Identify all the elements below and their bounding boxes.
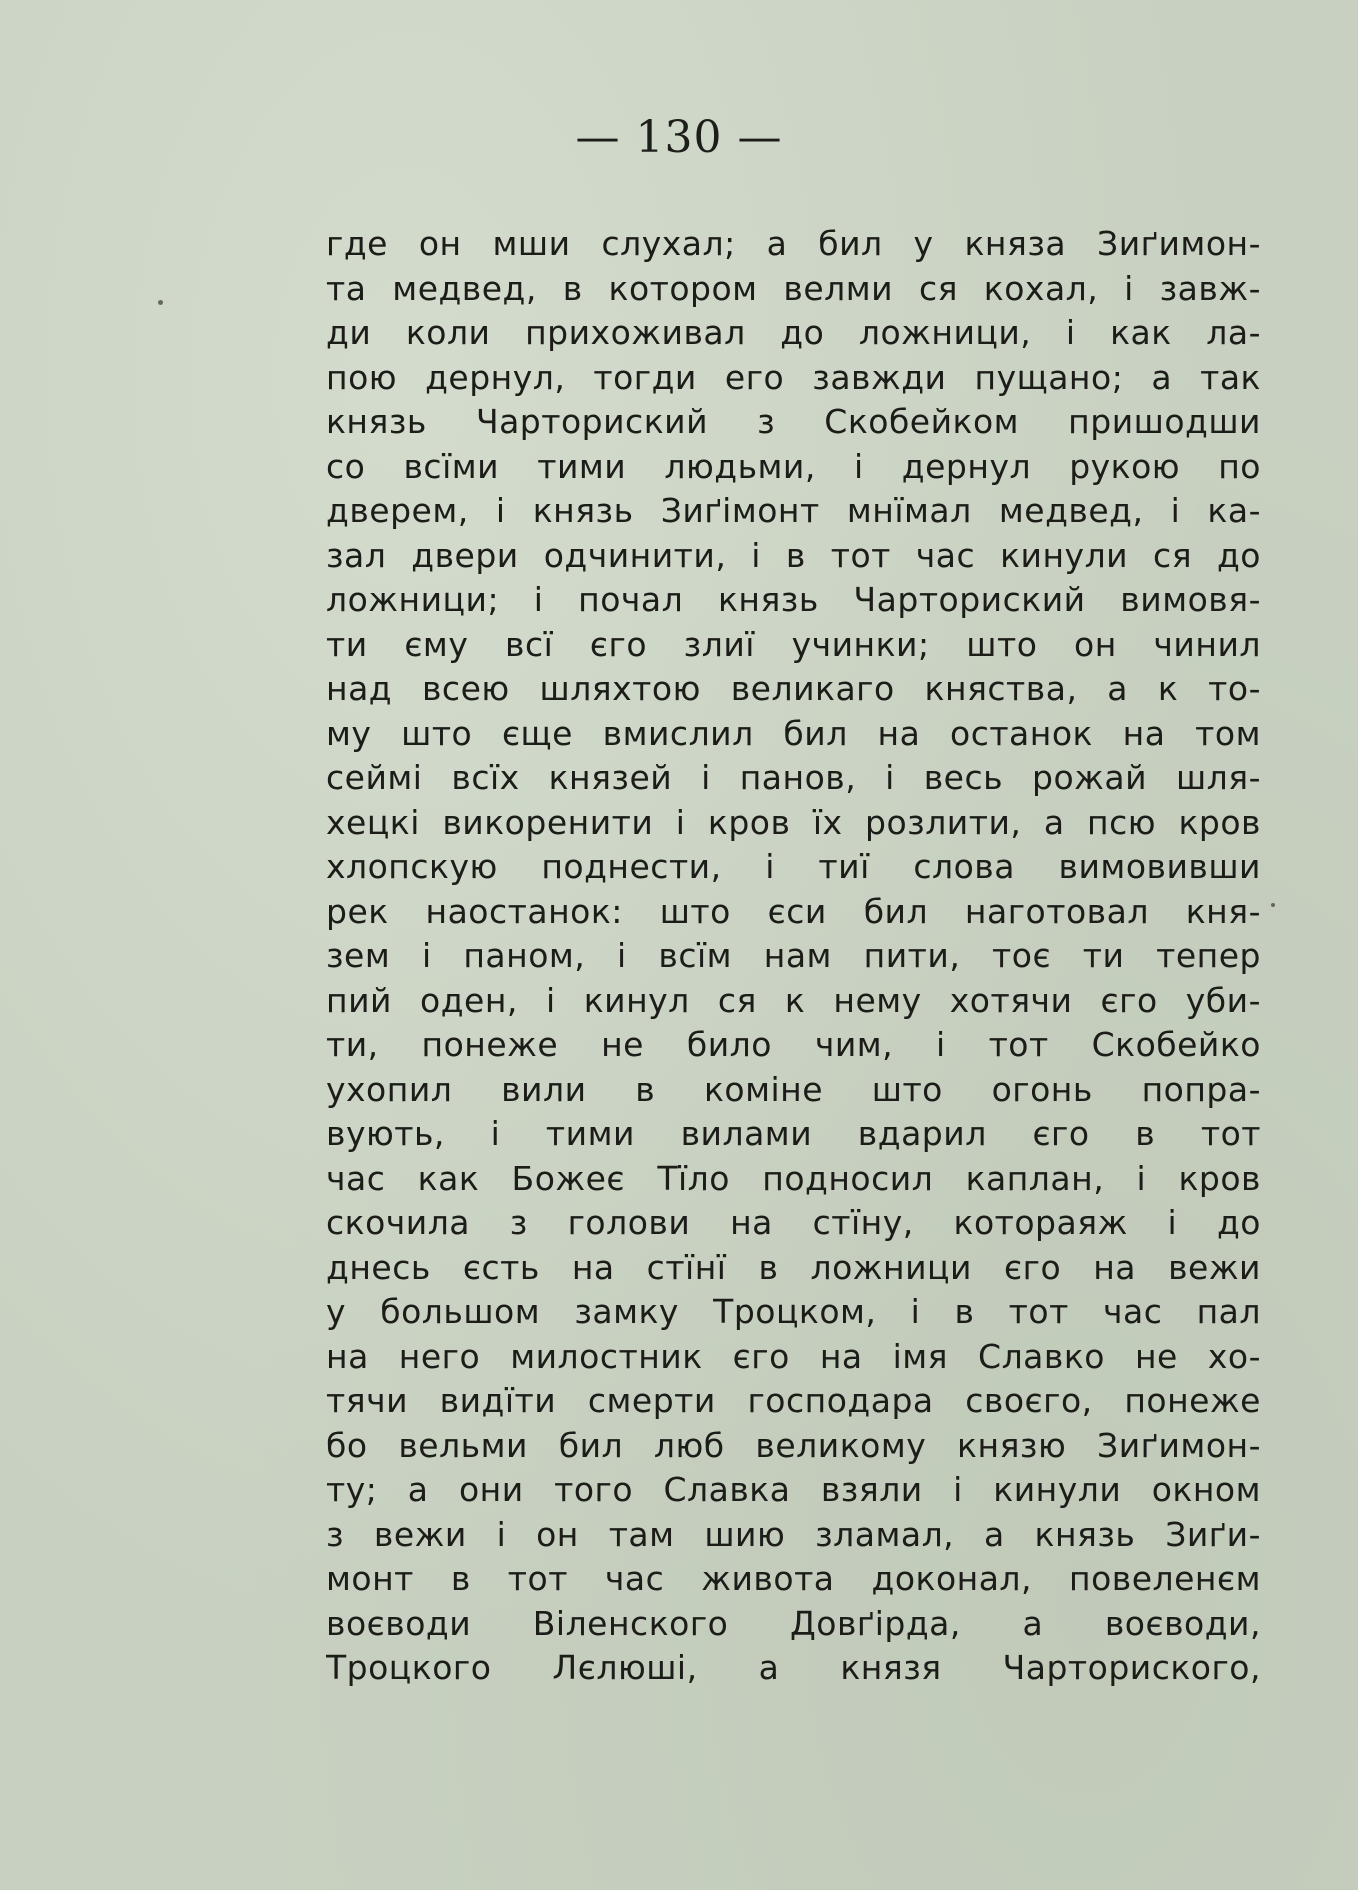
text-line: где он мши слухал; а бил у княза Зиґимон- — [326, 224, 1261, 263]
paper-speck — [1271, 903, 1275, 907]
page-number: — 130 — — [575, 112, 783, 163]
text-line: тячи видїти смерти господара своєго, понеже — [326, 1381, 1261, 1420]
body-text — [326, 222, 1261, 1691]
text-line: днесь єсть на стїнї в ложници єго на вежи — [326, 1247, 1261, 1287]
text-line: зал двери одчинити, і в тот час кинули ся до — [326, 535, 1261, 575]
text-line: скочила з голови на стїну, котораяж і до — [326, 1203, 1261, 1242]
text-line: Троцкого Лєлюші, а князя Чарториского, — [326, 1648, 1261, 1687]
text-line: з вежи і он там шию зламал, а князь Зиґи- — [326, 1514, 1261, 1554]
text-line: час как Божеє Тїло подносил каплан, і кров — [326, 1158, 1261, 1198]
text-line: со всїми тими людьми, і дернул рукою по — [326, 446, 1261, 486]
text-line: ложници; і почал князь Чарториский вимовя- — [326, 580, 1261, 619]
text-line: сеймі всїх князей і панов, і весь рожай шля- — [326, 758, 1261, 797]
text-line: на него милостник єго на імя Славко не хо- — [326, 1336, 1261, 1376]
text-line: та медвед, в котором велми ся кохал, і завж- — [326, 268, 1261, 308]
text-line: зем і паном, і всїм нам пити, тоє ти тепер — [326, 936, 1261, 975]
text-line: над всею шляхтою великаго княства, а к то- — [326, 669, 1261, 708]
text-line: му што єще вмислил бил на останок на том — [326, 713, 1261, 753]
paper-speck — [158, 300, 163, 305]
text-line: ти єму всї єго злиї учинки; што он чинил — [326, 624, 1261, 664]
text-line: ту; а они того Славка взяли і кинули окном — [326, 1470, 1261, 1509]
text-line: князь Чарториский з Скобейком пришодши — [326, 402, 1261, 441]
text-line: пою дернул, тогди его завжди пущано; а так — [326, 357, 1261, 397]
text-line: у большом замку Троцком, і в тот час пал — [326, 1292, 1261, 1331]
text-line: пий оден, і кинул ся к нему хотячи єго уби- — [326, 980, 1261, 1020]
text-line: ухопил вили в коміне што огонь попра- — [326, 1069, 1261, 1109]
text-line: ти, понеже не било чим, і тот Скобейко — [326, 1025, 1261, 1064]
text-line: монт в тот час живота доконал, повеленєм — [326, 1559, 1261, 1598]
text-line: воєводи Віленского Довґірда, а воєводи, — [326, 1603, 1261, 1643]
text-line: дверем, і князь Зиґімонт мнїмал медвед, і ка- — [326, 491, 1261, 530]
text-line: хлопскую поднести, і тиї слова вимовивши — [326, 847, 1261, 886]
text-line: бо вельми бил люб великому князю Зиґимон- — [326, 1425, 1261, 1465]
text-line: ди коли прихоживал до ложници, і как ла- — [326, 313, 1261, 352]
text-line: вують, і тими вилами вдарил єго в тот — [326, 1114, 1261, 1153]
text-line: хецкі викоренити і кров їх розлити, а псю кров — [326, 802, 1261, 842]
text-line: рек наостанок: што єси бил наготовал кня- — [326, 891, 1261, 931]
